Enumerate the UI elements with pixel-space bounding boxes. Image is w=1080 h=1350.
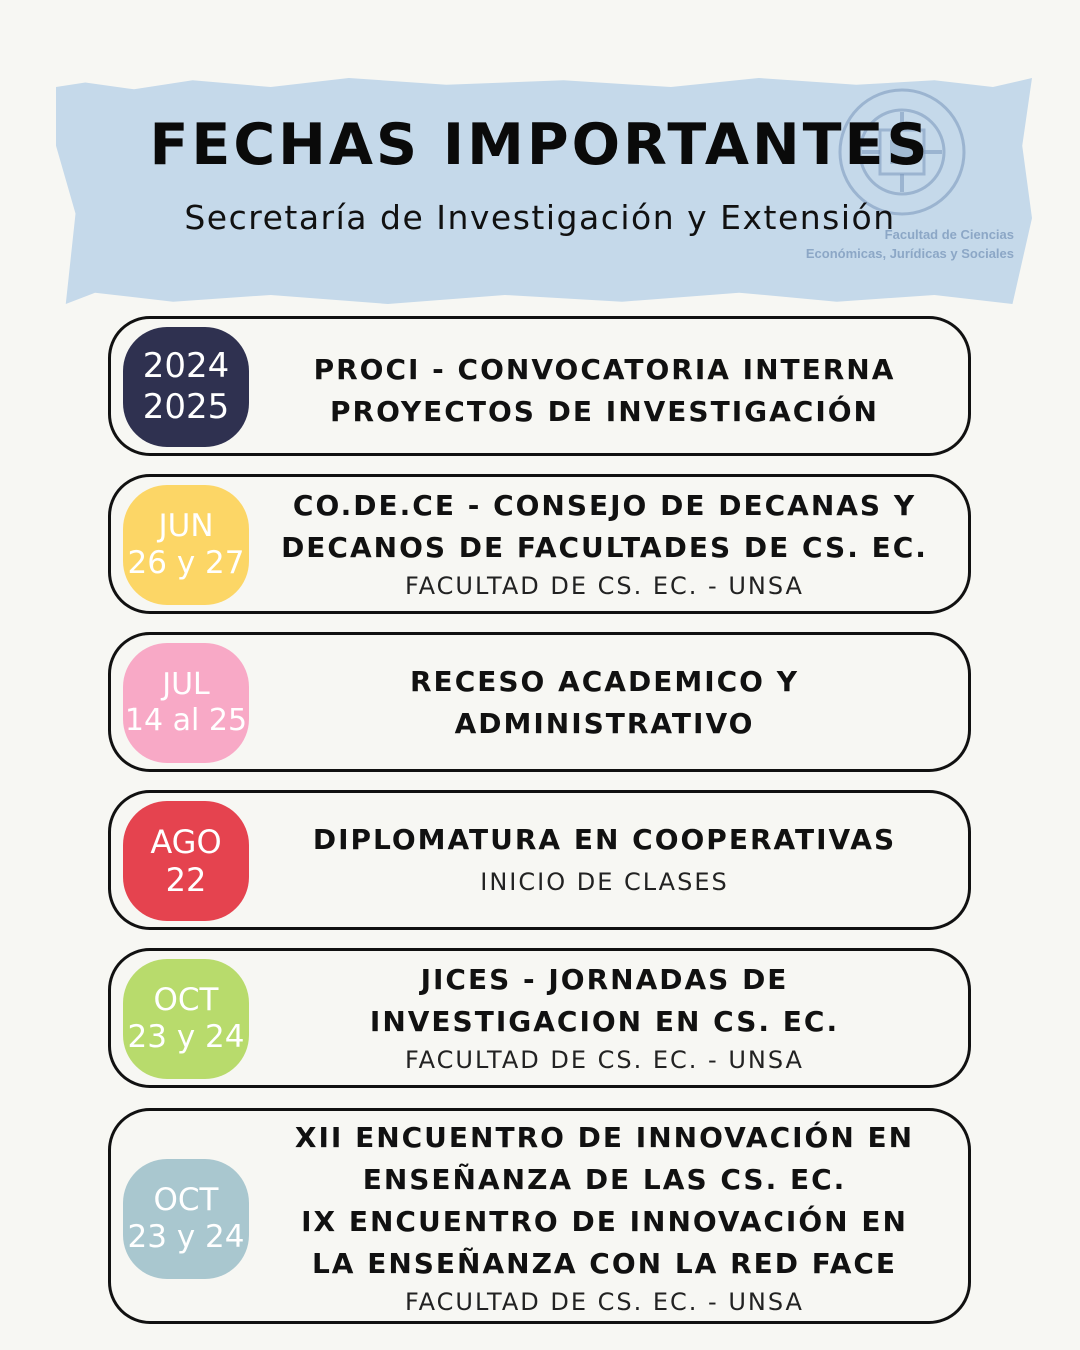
event-card-encuentro-innovacion — [108, 1108, 971, 1324]
event-subtitle: FACULTAD DE CS. EC. - UNSA — [405, 1046, 804, 1074]
date-line1: 2024 — [142, 346, 230, 387]
event-title-line4: LA ENSEÑANZA CON LA RED FACE — [311, 1247, 898, 1280]
event-card-proci — [108, 316, 971, 456]
event-content — [261, 349, 948, 433]
date-line2: 2025 — [142, 387, 230, 427]
date-line2: 23 y 24 — [127, 1019, 245, 1055]
date-line2: 14 al 25 — [124, 703, 248, 738]
page-subtitle: Secretaría de Investigación y Extensión — [184, 198, 896, 237]
event-title-line1: XII ENCUENTRO DE INNOVACIÓN EN — [294, 1121, 915, 1154]
page-title: FECHAS IMPORTANTES — [149, 112, 931, 178]
event-date-badge — [123, 485, 249, 605]
event-content — [261, 1117, 948, 1319]
event-card-jices — [108, 948, 971, 1088]
event-title-line2: DECANOS DE FACULTADES DE CS. EC. — [281, 531, 928, 564]
date-line1: AGO — [150, 822, 222, 861]
date-line1: JUL — [162, 667, 210, 702]
event-card-diplomatura — [108, 790, 971, 930]
event-date-badge — [123, 1159, 249, 1279]
event-date-badge — [123, 327, 249, 447]
event-card-codece — [108, 474, 971, 614]
event-title-line2: INVESTIGACION EN CS. EC. — [369, 1005, 840, 1038]
event-title-line1: JICES - JORNADAS DE — [420, 963, 789, 996]
event-subtitle: FACULTAD DE CS. EC. - UNSA — [405, 1288, 804, 1316]
event-subtitle: FACULTAD DE CS. EC. - UNSA — [405, 572, 804, 600]
date-line1: OCT — [153, 1181, 219, 1218]
institution-name-line2: Económicas, Jurídicas y Sociales — [805, 246, 1014, 261]
date-line2: 26 y 27 — [127, 545, 245, 581]
institution-name-line1: Facultad de Ciencias — [884, 227, 1014, 242]
event-date-badge — [123, 643, 249, 763]
event-title-line2: PROYECTOS DE INVESTIGACIÓN — [330, 395, 879, 428]
event-title-line1: RECESO ACADEMICO Y — [410, 665, 799, 698]
event-content — [261, 485, 948, 603]
event-subtitle: INICIO DE CLASES — [480, 868, 729, 896]
event-content — [261, 661, 948, 745]
event-title-line1: CO.DE.CE - CONSEJO DE DECANAS Y — [292, 489, 917, 522]
event-date-badge — [123, 801, 249, 921]
event-card-receso — [108, 632, 971, 772]
event-title-line3: IX ENCUENTRO DE INNOVACIÓN EN — [301, 1205, 908, 1238]
date-line2: 23 y 24 — [127, 1219, 245, 1255]
date-line1: JUN — [158, 507, 214, 544]
event-title-line1: DIPLOMATURA EN COOPERATIVAS — [312, 823, 897, 856]
date-line2: 22 — [165, 861, 207, 899]
event-title-line1: PROCI - CONVOCATORIA INTERNA — [313, 353, 896, 386]
date-line1: OCT — [153, 981, 219, 1018]
event-date-badge — [123, 959, 249, 1079]
event-content — [261, 959, 948, 1077]
event-title-line2: ADMINISTRATIVO — [454, 707, 755, 740]
event-content — [261, 819, 948, 899]
event-title-line2: ENSEÑANZA DE LAS CS. EC. — [362, 1163, 847, 1196]
